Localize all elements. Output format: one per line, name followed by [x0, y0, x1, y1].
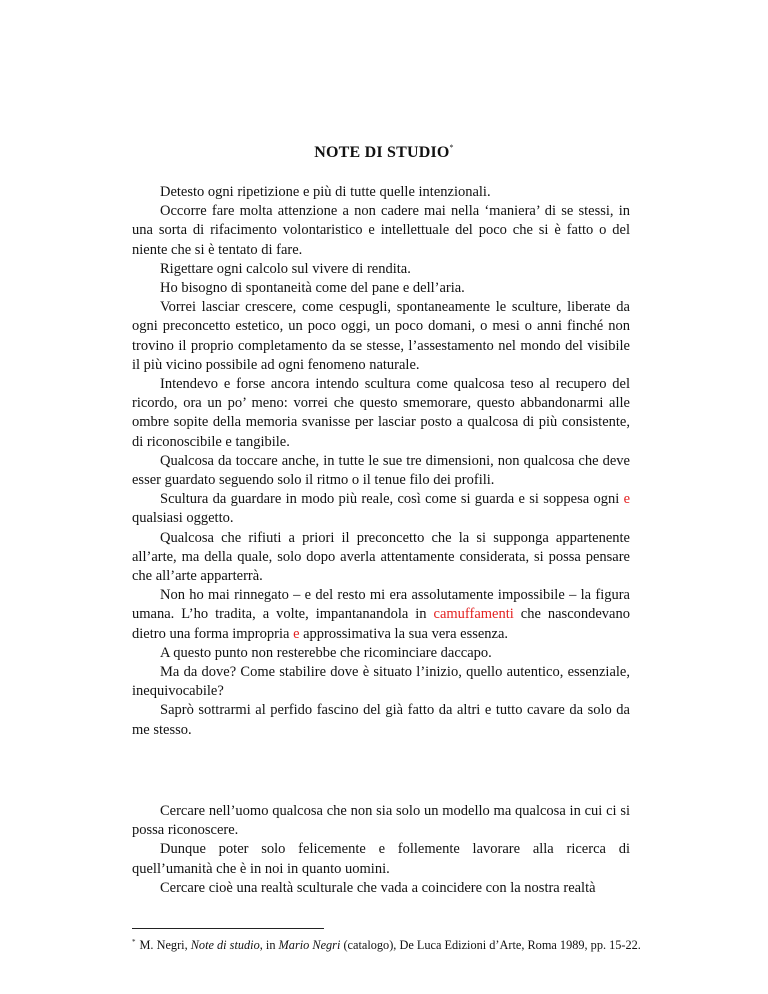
- paragraph: Scultura da guardare in modo più reale, così come si guarda e si soppesa ogni e qualsiasi oggetto.: [132, 491, 630, 527]
- footnote-text: , in: [259, 938, 279, 952]
- paragraph: A questo punto non resterebbe che ricominciare daccapo.: [160, 644, 492, 661]
- footnote-marker: *: [449, 143, 454, 152]
- highlighted-word: e: [293, 625, 300, 642]
- paragraph: Ma da dove? Come stabilire dove è situato l’inizio, quello autentico, essenziale, inequivocabile?: [132, 664, 630, 700]
- paragraph: Dunque poter solo felicemente e follemente lavorare alla ricerca di quell’umanità che è in noi in quanto uomini.: [132, 841, 630, 877]
- footnote-catalog: Mario Negri: [278, 938, 341, 952]
- paragraph: Non ho mai rinnegato – e del resto mi era assolutamente impossibile – la figura umana. L’ho tradita, a volte, impantanandola in camuffamenti che nascondevano dietro una forma impropria e approssimativa la sua vera essenza.: [132, 587, 630, 642]
- paragraph: Vorrei lasciar crescere, come cespugli, spontaneamente le sculture, liberate da ogni preconcetto estetico, un poco oggi, un poco domani, o mesi o anni finché non trovino il proprio completamento da se stesse, l’assestamento nel mondo del visibile il più vicino possibile ad ogni fenomeno naturale.: [132, 299, 630, 373]
- paragraph: Qualcosa che rifiuti a priori il preconcetto che la si supponga appartenente all’arte, ma della quale, solo dopo averla attentamente considerata, si possa pensare che all’arte apparterrà.: [132, 529, 630, 585]
- page-title: [0, 143, 768, 162]
- paragraph: Rigettare ogni calcolo sul vivere di rendita.: [160, 260, 411, 277]
- footnote: [132, 934, 652, 953]
- body-section-1: [132, 183, 630, 740]
- paragraph: Cercare nell’uomo qualcosa che non sia solo un modello ma qualcosa in cui ci si possa riconoscere.: [132, 803, 630, 839]
- paragraph: Detesto ogni ripetizione e più di tutte quelle intenzionali.: [160, 184, 491, 200]
- paragraph: Cercare cioè una realtà sculturale che vada a coincidere con la nostra realtà: [160, 879, 596, 896]
- paragraph: Occorre fare molta attenzione a non cadere mai nella ‘maniera’ di se stessi, in una sorta di rifacimento volontaristico e intellettuale del poco che si è fatto o del niente che si è tentato di fare.: [132, 203, 630, 258]
- highlighted-word: e: [623, 491, 630, 508]
- footnote-text: M. Negri,: [139, 938, 191, 952]
- body-section-2: [132, 802, 630, 898]
- footnote-separator: [132, 928, 324, 929]
- paragraph: Saprò sottrarmi al perfido fascino del già fatto da altri e tutto cavare da solo da me stesso.: [132, 702, 630, 738]
- footnote-marker: *: [132, 938, 136, 946]
- title-text: NOTE DI STUDIO: [314, 144, 450, 161]
- paragraph: Ho bisogno di spontaneità come del pane e dell’aria.: [160, 280, 465, 297]
- paragraph: Intendevo e forse ancora intendo scultura come qualcosa teso al recupero del ricordo, ora un po’ meno: vorrei che questo smemorare, questo abbandonarmi alle ombre sopite della memoria svanisse per lasciar posto a qualcosa di più consistente, di riconoscibile e tangibile.: [132, 376, 630, 450]
- highlighted-word: camuffamenti: [433, 606, 514, 623]
- footnote-title: Note di studio: [190, 938, 260, 952]
- paragraph: Qualcosa da toccare anche, in tutte le sue tre dimensioni, non qualcosa che deve esser guardato seguendo solo il ritmo o il tenue filo dei profili.: [132, 452, 630, 489]
- footnote-text: (catalogo), De Luca Edizioni d’Arte, Roma 1989, pp. 15-22.: [340, 938, 641, 952]
